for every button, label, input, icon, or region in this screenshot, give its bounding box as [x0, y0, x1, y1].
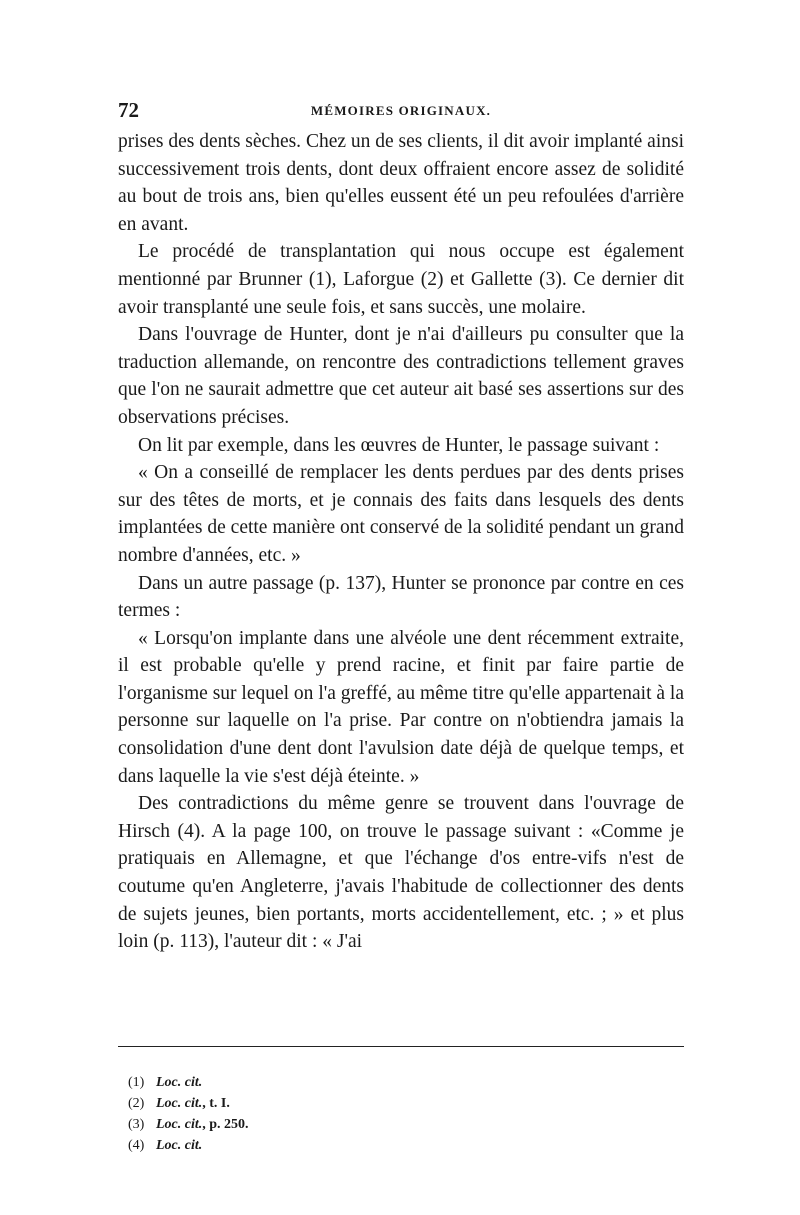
- paragraph-transplantation: Le procédé de transplantation qui nous occupe est également mentionné par Brunner (1), Laforgue (2) et Gallette (3). Ce dernier dit avoir transplanté une seule fois, et sans succès, une molaire.: [118, 241, 684, 318]
- footnote-1: [128, 1072, 528, 1093]
- running-head: [118, 98, 684, 124]
- footnote-reference: Loc. cit.: [156, 1117, 203, 1132]
- footnote-divider: [118, 1046, 684, 1047]
- footnote-3: [128, 1114, 528, 1135]
- body-text: [118, 128, 684, 956]
- footnote-detail: , t. I.: [202, 1096, 230, 1111]
- footnotes: [128, 1072, 528, 1156]
- quote-hunter-second: « Lorsqu'on implante dans une alvéole une dent récemment extraite, il est probable qu'elle y prend racine, et finit par faire partie de l'organisme sur lequel on l'a greffé, au même titre qu'elle appartenait à la personne sur laquelle on l'a prise. Par contre on n'obtiendra jamais la consolidation d'une dent dont l'avulsion date déjà de quelque temps, et dans laquelle la vie s'est déjà éteinte. »: [118, 627, 684, 787]
- paragraph-example: On lit par exemple, dans les œuvres de Hunter, le passage suivant :: [138, 434, 660, 456]
- footnote-number: (4): [128, 1138, 145, 1153]
- footnote-2: [128, 1093, 528, 1114]
- footnote-4: [128, 1135, 528, 1156]
- paragraph-hunter-work: Dans l'ouvrage de Hunter, dont je n'ai d'ailleurs pu consulter que la traduction allemande, on rencontre des contradictions tellement graves que l'on ne saurait admettre que cet auteur ait basé ses assertions sur des observations précises.: [118, 324, 684, 428]
- page-number: 72: [118, 98, 139, 122]
- footnote-reference: Loc. cit.: [156, 1075, 203, 1090]
- footnote-number: (2): [128, 1096, 145, 1111]
- running-title: MÉMOIRES ORIGINAUX.: [310, 103, 492, 118]
- footnote-reference: Loc. cit.: [156, 1096, 203, 1111]
- paragraph-hirsch: Des contradictions du même genre se trouvent dans l'ouvrage de Hirsch (4). A la page 100, on trouve le passage suivant : «Comme je pratiquais en Allemagne, et que l'échange d'os entre-vifs n'est de coutume qu'en Angleterre, j'avais l'habitude de collectionner des dents de sujets jeunes, bien portants, morts accidentellement, etc. ; » et plus loin (p. 113), l'auteur dit : « J'ai: [118, 793, 684, 953]
- footnote-detail: , p. 250.: [202, 1117, 249, 1132]
- paragraph-other-passage: Dans un autre passage (p. 137), Hunter se prononce par contre en ces termes :: [118, 572, 684, 622]
- footnote-reference: Loc. cit.: [156, 1138, 203, 1153]
- footnote-number: (3): [128, 1117, 145, 1132]
- footnote-number: (1): [128, 1075, 145, 1090]
- quote-hunter-first: « On a conseillé de remplacer les dents perdues par des dents prises sur des têtes de morts, et je connais des faits dans lesquels des dents implantées de cette manière ont conservé de la solidité pendant un grand nombre d'années, etc. »: [118, 462, 684, 566]
- paragraph-continuation: prises des dents sèches. Chez un de ses clients, il dit avoir implanté ainsi successivement trois dents, dont deux offraient encore assez de solidité au bout de trois ans, bien qu'elles eussent été un peu refoulées d'arrière en avant.: [118, 131, 684, 235]
